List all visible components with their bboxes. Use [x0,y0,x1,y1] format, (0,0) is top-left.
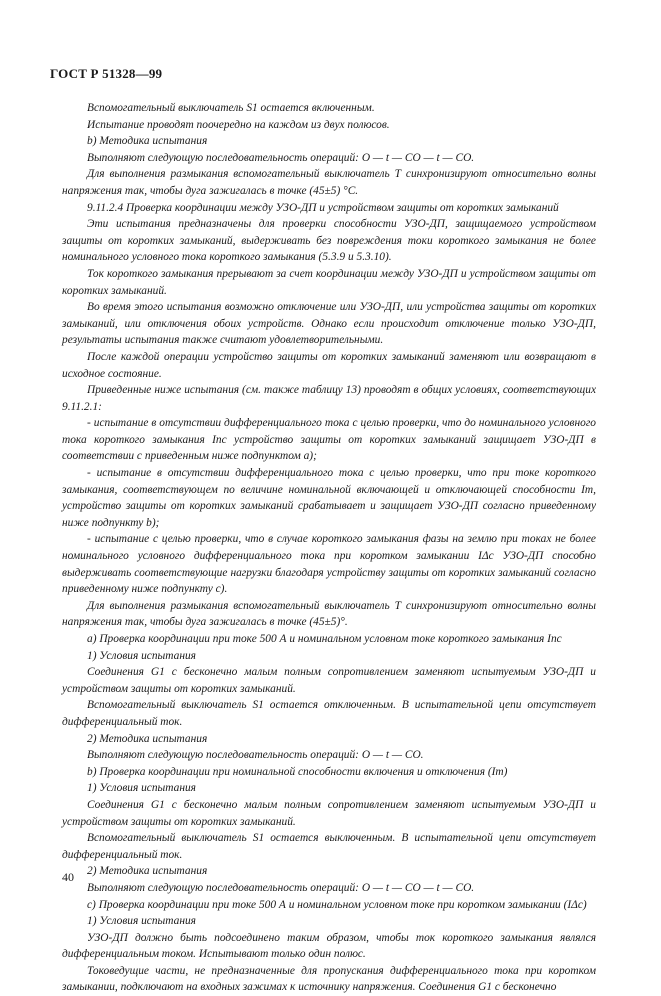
document-code-header: ГОСТ Р 51328—99 [50,66,163,81]
paragraph: УЗО-ДП должно быть подсоединено таким образом, чтобы ток короткого замыкания являлся дифференциальным током. Испытывают только один полюс. [62,931,596,961]
paragraph: Выполняют следующую последовательность операций: О — t — CO — t — CO. [87,151,475,164]
subsection-heading: 2) Методика испытания [87,732,208,745]
paragraph: Выполняют следующую последовательность операций: О — t — CO. [87,749,424,762]
section-heading: 9.11.2.4 Проверка координации между УЗО-ДП и устройством защиты от коротких замыканий [87,201,559,214]
paragraph: Для выполнения размыкания вспомогательный выключатель Т синхронизируют относительно волны напряжения так, чтобы дуга зажигалась в точке (45±5)°. [62,599,596,629]
paragraph: Испытание проводят поочередно на каждом из двух полюсов. [87,118,390,131]
paragraph: Вспомогательный выключатель S1 остается отключенным. В испытательной цепи отсутствует дифференциальный ток. [62,699,596,728]
list-item: - испытание в отсутствии дифференциального тока с целью проверки, что при токе короткого замыкания, соответствующем по величине номинальной включающей и отключающей способности Im, устройство защиты от коротких замыканий срабатывает и защищает УЗО-ДП согласно приведенному ниже подпункту b); [62,467,596,529]
subsection-heading: 2) Методика испытания [87,865,208,878]
list-item: - испытание в отсутствии дифференциального тока с целью проверки, что до номинального условного тока короткого замыкания Inc устройство защиты от коротких замыканий защищает УЗО-ДП в соответствии с приведенным ниже подпунктом а); [62,417,596,463]
subsection-heading: 1) Условия испытания [87,915,196,928]
subsection-heading: 1) Условия испытания [87,782,196,795]
paragraph: Для выполнения размыкания вспомогательный выключатель Т синхронизируют относительно волны напряжения так, чтобы дуга зажигалась в точке (45±5) °С. [62,168,596,197]
paragraph: Выполняют следующую последовательность операций: О — t — CO — t — CO. [87,881,475,894]
paragraph: Эти испытания предназначены для проверки способности УЗО-ДП, защищаемого устройством защиты от коротких замыканий, выдерживать без повреждения токи короткого замыкания не более номинального условного тока короткого замыкания (5.3.9 и 5.3.10). [62,218,596,264]
subsection-heading: с) Проверка координации при токе 500 А и номинальном условном токе при коротком замыкании (IΔc) [87,898,587,911]
document-body [62,100,596,996]
subsection-heading: 1) Условия испытания [87,649,196,662]
list-item: - испытание с целью проверки, что в случае короткого замыкания фазы на землю при токах не более номинального условного дифференциального тока при коротком замыкании IΔc УЗО-ДП способно выдерживать соответствующие нагрузки благодаря устройству защиты от коротких замыканий согласно приведенному ниже подпункту с). [62,533,596,596]
paragraph: b) Методика испытания [87,135,208,148]
paragraph: Токоведущие части, не предназначенные для пропускания дифференциального тока при коротком замыкании, подключают на входных зажимах к источнику напряжения. Соединения G1 с бесконечно [62,964,596,994]
paragraph: Вспомогательный выключатель S1 остается выключенным. В испытательной цепи отсутствует дифференциальный ток. [62,832,596,861]
paragraph: Соединения G1 с бесконечно малым полным сопротивлением заменяют испытуемым УЗО-ДП и устройством защиты от коротких замыканий. [62,798,596,828]
paragraph: После каждой операции устройство защиты от коротких замыканий заменяют или возвращают в исходное состояние. [62,350,596,380]
paragraph: Приведенные ниже испытания (см. также таблицу 13) проводят в общих условиях, соответствующих 9.11.2.1: [62,384,596,413]
subsection-heading: b) Проверка координации при номинальной способности включения и отключения (Im) [87,765,508,778]
subsection-heading: а) Проверка координации при токе 500 А и номинальном условном токе короткого замыкания Inc [87,633,562,645]
page-number: 40 [62,870,74,884]
paragraph: Соединения G1 с бесконечно малым полным сопротивлением заменяют испытуемым УЗО-ДП и устройством защиты от коротких замыканий. [62,666,596,695]
paragraph: Вспомогательный выключатель S1 остается включенным. [87,102,375,114]
paragraph: Ток короткого замыкания прерывают за счет координации между УЗО-ДП и устройством защиты от коротких замыканий. [62,267,596,297]
paragraph: Во время этого испытания возможно отключение или УЗО-ДП, или устройства защиты от коротких замыканий, или отключения обоих устройств. Однако если происходит отключение только УЗО-ДП, результаты испытания также считают удовлетворительными. [62,301,596,347]
